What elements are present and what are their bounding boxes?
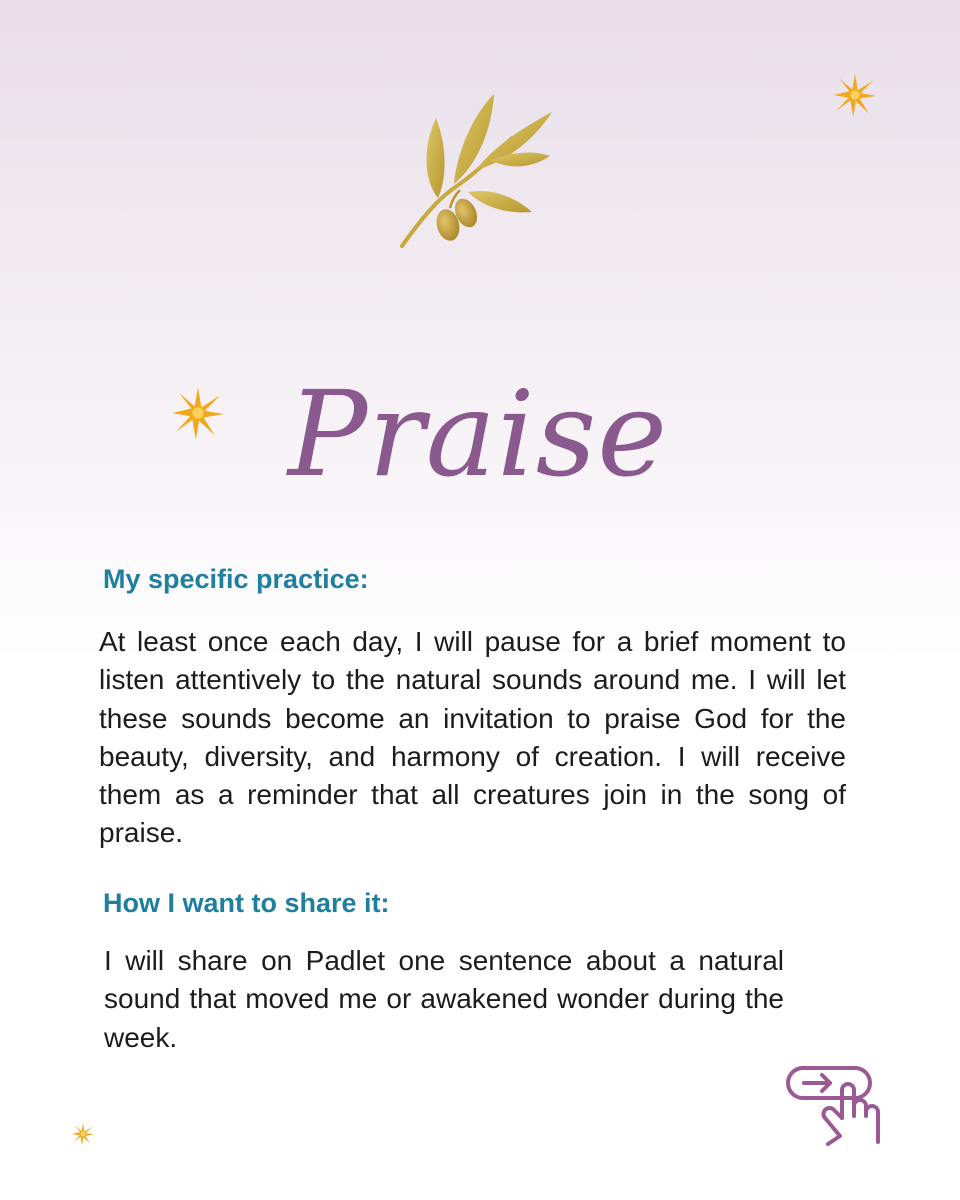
sparkle-star-icon xyxy=(832,72,878,118)
swipe-hand-icon[interactable] xyxy=(780,1060,895,1150)
section-body-share: I will share on Padlet one sentence about a natural sound that moved me or awakened wonder during the week. xyxy=(104,945,784,1053)
olive-branch-icon xyxy=(392,88,562,253)
sparkle-star-icon xyxy=(71,1122,95,1146)
page-title-text: Praise xyxy=(287,365,669,503)
section-heading-share: How I want to share it: xyxy=(103,888,390,918)
section-body-practice: At least once each day, I will pause for a brief moment to listen attentively to the natural sounds around me. I will let these sounds become an invitation to praise God for the beauty, diversity, and harmony of creation. I will receive them as a reminder that all creatures join in the song of praise. xyxy=(99,626,846,849)
page-title xyxy=(0,360,960,510)
section-heading-practice: My specific practice: xyxy=(103,564,369,594)
